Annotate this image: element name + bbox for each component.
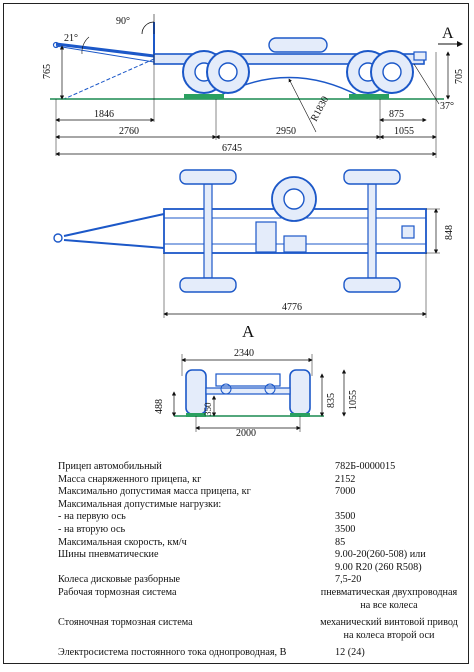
dim-2340: 2340: [234, 348, 254, 359]
dim-1055: 1055: [394, 126, 414, 137]
section-view: [154, 322, 359, 439]
spec-label: Колеса дисковые разборные: [58, 574, 181, 586]
spec-label: Электросистема постоянного тока однопроводная, В: [58, 647, 287, 659]
dim-4776: 4776: [282, 302, 302, 313]
spec-row: [52, 630, 464, 643]
spec-value: на все колеса: [360, 599, 418, 611]
specifications-table: [52, 461, 464, 660]
dim-2950: 2950: [276, 126, 296, 137]
dim-angle-21: 21°: [64, 33, 78, 44]
dim-765: 765: [42, 64, 53, 79]
spec-label: Рабочая тормозная система: [58, 586, 177, 598]
spec-value: 9.00 R20 (260 R508): [335, 561, 422, 573]
spec-value: 782Б-0000015: [335, 461, 396, 472]
dim-705: 705: [454, 69, 465, 84]
spec-value: 12 (24): [335, 647, 365, 659]
spec-value: 3500: [335, 511, 356, 523]
dim-2760: 2760: [119, 126, 139, 137]
dim-r1830: R1830: [308, 94, 332, 124]
spec-label: Прицеп автомобильный: [58, 461, 162, 472]
spec-row: [52, 647, 464, 660]
spec-row: [52, 524, 464, 537]
drawing-sheet: [3, 3, 469, 664]
spec-value: пневматическая двухпроводная: [320, 586, 458, 598]
spec-value: 3500: [335, 523, 356, 535]
spec-label: Масса снаряженного прицепа, кг: [58, 473, 202, 485]
spec-row: [52, 587, 464, 600]
spec-label: Максимально допустимая масса прицепа, кг: [58, 486, 251, 498]
dim-angle-37: 37°: [440, 101, 454, 112]
spec-label: Стояночная тормозная система: [58, 617, 193, 629]
dim-848: 848: [444, 225, 455, 240]
dim-835: 835: [326, 393, 337, 408]
dim-875: 875: [389, 109, 404, 120]
spec-label: - на вторую ось: [58, 523, 126, 535]
spec-row: [52, 600, 464, 613]
spec-label: - на первую ось: [58, 511, 126, 523]
spec-value: на колеса второй оси: [343, 629, 435, 641]
spec-value: 7,5-20: [335, 574, 362, 586]
spec-row: [52, 474, 464, 487]
dim-350: 350: [203, 402, 213, 416]
spec-label: Максимальная допустимые нагрузки:: [58, 498, 222, 510]
spec-value: 9.00-20(260-508) или: [335, 549, 426, 561]
side-view: [42, 14, 465, 158]
technical-drawing: [4, 4, 470, 464]
spec-row: [52, 511, 464, 524]
dim-6745: 6745: [222, 143, 242, 154]
spec-row: [52, 574, 464, 587]
spec-row: [52, 461, 464, 474]
top-view: [54, 170, 455, 318]
spec-row: [52, 486, 464, 499]
spec-value: 7000: [335, 486, 356, 498]
spec-row: [52, 617, 464, 630]
spec-row: [52, 537, 464, 550]
spec-value: 2152: [335, 473, 356, 485]
spec-row: [52, 562, 464, 575]
spec-row: [52, 499, 464, 512]
dim-1055-section: 1055: [348, 390, 359, 410]
spec-value: 85: [335, 536, 346, 548]
dim-488: 488: [154, 399, 165, 414]
spec-label: Шины пневматические: [58, 549, 159, 561]
spec-label: Максимальная скорость, км/ч: [58, 536, 187, 548]
dim-2000: 2000: [236, 428, 256, 439]
spec-row: [52, 549, 464, 562]
section-mark-a: A: [442, 25, 454, 42]
dim-1846: 1846: [94, 109, 114, 120]
spec-value: механический винтовой привод: [320, 617, 458, 629]
dim-angle-90: 90°: [116, 16, 130, 27]
section-title-a: A: [242, 322, 255, 341]
